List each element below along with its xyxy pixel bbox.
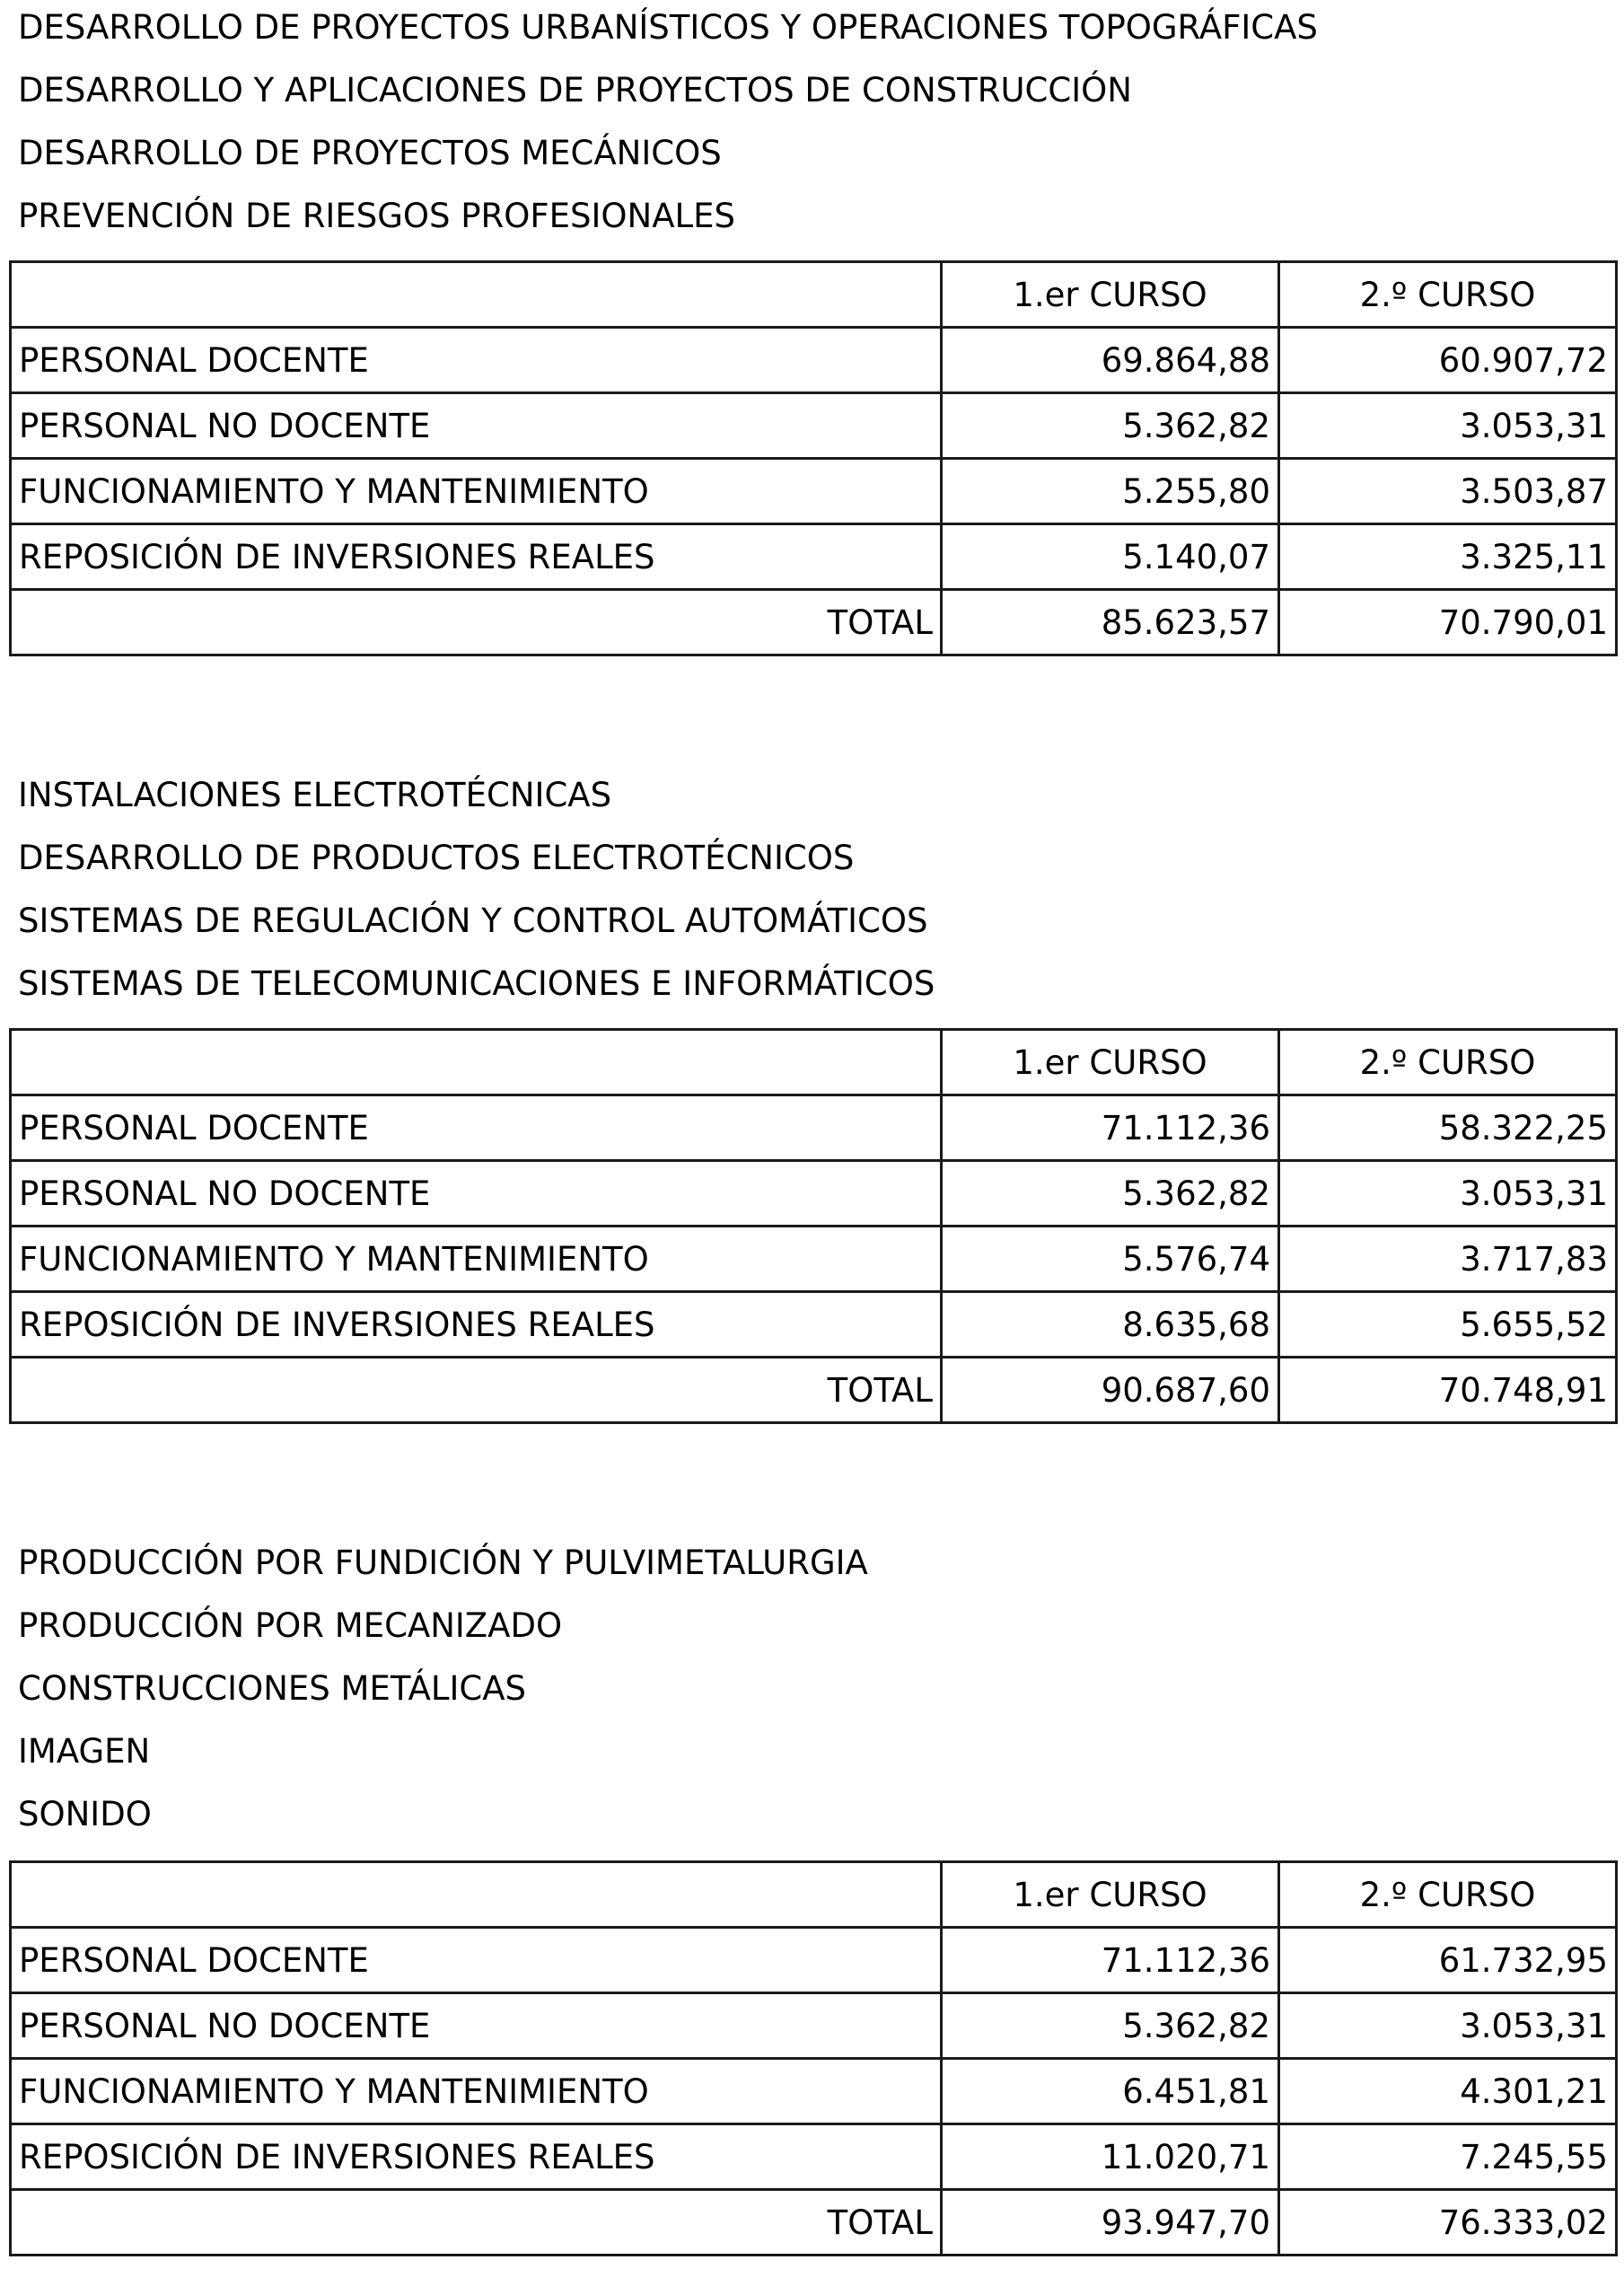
total-value-second-year: 76.333,02 xyxy=(1279,2190,1617,2255)
section-title: SISTEMAS DE REGULACIÓN Y CONTROL AUTOMÁTICOS xyxy=(18,901,928,940)
section-title: DESARROLLO DE PRODUCTOS ELECTROTÉCNICOS xyxy=(18,839,855,877)
table-row xyxy=(11,393,1617,459)
section-title: IMAGEN xyxy=(18,1732,151,1771)
row-value-first-year: 71.112,36 xyxy=(942,1095,1279,1161)
row-value-second-year: 7.245,55 xyxy=(1279,2124,1617,2190)
row-value-first-year: 5.362,82 xyxy=(942,1993,1279,2059)
table-row xyxy=(11,2124,1617,2190)
total-value-first-year: 93.947,70 xyxy=(942,2190,1279,2255)
table-row xyxy=(11,459,1617,524)
row-value-second-year: 3.053,31 xyxy=(1279,1993,1617,2059)
table-row xyxy=(11,1928,1617,1993)
table-row xyxy=(11,328,1617,393)
row-value-first-year: 5.576,74 xyxy=(942,1227,1279,1292)
header-cell-second-year: 2.º CURSO xyxy=(1279,262,1617,328)
section-title: SONIDO xyxy=(18,1795,152,1833)
total-row xyxy=(11,1358,1617,1423)
row-value-second-year: 3.053,31 xyxy=(1279,1161,1617,1227)
header-cell-first-year: 1.er CURSO xyxy=(942,1862,1279,1928)
table-row xyxy=(11,1095,1617,1161)
row-label: REPOSICIÓN DE INVERSIONES REALES xyxy=(11,1292,942,1358)
total-label: TOTAL xyxy=(11,590,942,655)
total-value-first-year: 90.687,60 xyxy=(942,1358,1279,1423)
section-title: CONSTRUCCIONES METÁLICAS xyxy=(18,1669,527,1708)
row-label: PERSONAL NO DOCENTE xyxy=(11,1161,942,1227)
table-row xyxy=(11,524,1617,590)
row-value-first-year: 5.362,82 xyxy=(942,1161,1279,1227)
section-title: DESARROLLO Y APLICACIONES DE PROYECTOS DE CONSTRUCCIÓN xyxy=(18,71,1132,110)
total-value-first-year: 85.623,57 xyxy=(942,590,1279,655)
row-value-second-year: 3.325,11 xyxy=(1279,524,1617,590)
section-titles xyxy=(18,0,1318,251)
total-label: TOTAL xyxy=(11,1358,942,1423)
row-value-second-year: 3.053,31 xyxy=(1279,393,1617,459)
table-row xyxy=(11,1227,1617,1292)
row-value-first-year: 5.255,80 xyxy=(942,459,1279,524)
header-cell-second-year: 2.º CURSO xyxy=(1279,1030,1617,1095)
section-title: PREVENCIÓN DE RIESGOS PROFESIONALES xyxy=(18,197,736,235)
table-row xyxy=(11,1292,1617,1358)
table-row xyxy=(11,1993,1617,2059)
row-label: PERSONAL DOCENTE xyxy=(11,1928,942,1993)
row-value-second-year: 5.655,52 xyxy=(1279,1292,1617,1358)
row-label: PERSONAL DOCENTE xyxy=(11,328,942,393)
row-label: FUNCIONAMIENTO Y MANTENIMIENTO xyxy=(11,1227,942,1292)
row-label: PERSONAL NO DOCENTE xyxy=(11,393,942,459)
row-value-second-year: 3.717,83 xyxy=(1279,1227,1617,1292)
total-label: TOTAL xyxy=(11,2190,942,2255)
total-value-second-year: 70.790,01 xyxy=(1279,590,1617,655)
section-title: DESARROLLO DE PROYECTOS MECÁNICOS xyxy=(18,134,722,172)
section-titles xyxy=(18,1535,868,1850)
total-row xyxy=(11,590,1617,655)
table-header-row xyxy=(11,262,1617,328)
row-value-first-year: 69.864,88 xyxy=(942,328,1279,393)
row-value-second-year: 58.322,25 xyxy=(1279,1095,1617,1161)
budget-table xyxy=(9,1860,1618,2256)
row-value-second-year: 61.732,95 xyxy=(1279,1928,1617,1993)
header-cell-first-year: 1.er CURSO xyxy=(942,1030,1279,1095)
row-value-first-year: 11.020,71 xyxy=(942,2124,1279,2190)
section-title: PRODUCCIÓN POR MECANIZADO xyxy=(18,1606,563,1645)
row-value-second-year: 4.301,21 xyxy=(1279,2059,1617,2124)
budget-table xyxy=(9,260,1618,656)
header-cell-first-year: 1.er CURSO xyxy=(942,262,1279,328)
section-title: INSTALACIONES ELECTROTÉCNICAS xyxy=(18,776,612,814)
section-titles xyxy=(18,768,935,1019)
budget-table xyxy=(9,1028,1618,1424)
row-value-first-year: 5.362,82 xyxy=(942,393,1279,459)
row-value-second-year: 60.907,72 xyxy=(1279,328,1617,393)
row-value-first-year: 5.140,07 xyxy=(942,524,1279,590)
row-label: PERSONAL NO DOCENTE xyxy=(11,1993,942,2059)
row-value-first-year: 71.112,36 xyxy=(942,1928,1279,1993)
section-title: DESARROLLO DE PROYECTOS URBANÍSTICOS Y OPERACIONES TOPOGRÁFICAS xyxy=(18,8,1318,47)
header-cell-empty xyxy=(11,1862,942,1928)
total-value-second-year: 70.748,91 xyxy=(1279,1358,1617,1423)
row-label: REPOSICIÓN DE INVERSIONES REALES xyxy=(11,2124,942,2190)
header-cell-empty xyxy=(11,1030,942,1095)
row-value-first-year: 6.451,81 xyxy=(942,2059,1279,2124)
row-label: REPOSICIÓN DE INVERSIONES REALES xyxy=(11,524,942,590)
total-row xyxy=(11,2190,1617,2255)
table-row xyxy=(11,1161,1617,1227)
row-label: FUNCIONAMIENTO Y MANTENIMIENTO xyxy=(11,2059,942,2124)
section-title: SISTEMAS DE TELECOMUNICACIONES E INFORMÁTICOS xyxy=(18,964,935,1003)
row-label: PERSONAL DOCENTE xyxy=(11,1095,942,1161)
row-label: FUNCIONAMIENTO Y MANTENIMIENTO xyxy=(11,459,942,524)
row-value-first-year: 8.635,68 xyxy=(942,1292,1279,1358)
section-title: PRODUCCIÓN POR FUNDICIÓN Y PULVIMETALURGIA xyxy=(18,1543,868,1582)
table-header-row xyxy=(11,1030,1617,1095)
table-row xyxy=(11,2059,1617,2124)
header-cell-empty xyxy=(11,262,942,328)
header-cell-second-year: 2.º CURSO xyxy=(1279,1862,1617,1928)
row-value-second-year: 3.503,87 xyxy=(1279,459,1617,524)
table-header-row xyxy=(11,1862,1617,1928)
